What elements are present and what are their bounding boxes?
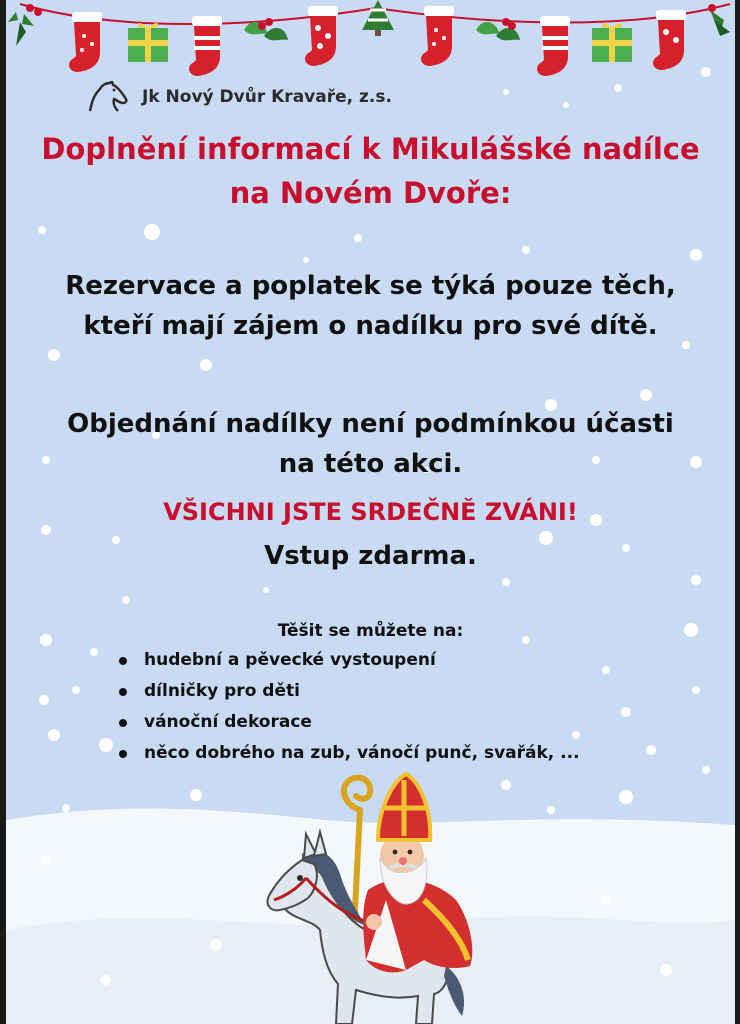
christmas-stocking-icon xyxy=(69,12,102,72)
holly-icon xyxy=(8,4,42,46)
order-text-line2: na této akci. xyxy=(278,449,463,479)
christmas-stocking-icon xyxy=(421,6,454,66)
christmas-tree-icon xyxy=(362,0,394,36)
holly-icon xyxy=(708,4,730,36)
reservation-text-line2: kteří mají zájem o nadílku pro své dítě. xyxy=(83,311,658,341)
poster-title-line2: na Novém Dvoře: xyxy=(229,176,512,210)
list-item: hudební a pěvecké vystoupení xyxy=(116,645,580,676)
christmas-stocking-icon xyxy=(653,10,686,70)
look-forward-heading: Těšit se můžete na: xyxy=(277,621,464,641)
christmas-poster xyxy=(6,0,735,1024)
list-item: něco dobrého na zub, vánočí punč, svařák, ... xyxy=(116,738,580,769)
christmas-stocking-icon xyxy=(189,16,222,76)
activities-list xyxy=(116,645,580,769)
horse-head-logo-icon xyxy=(86,81,128,113)
organization-name: Jk Nový Dvůr Kravaře, z.s. xyxy=(142,87,392,107)
reservation-text-line1: Rezervace a poplatek se týká pouze těch, xyxy=(65,271,676,301)
invitation-text: VŠICHNI JSTE SRDEČNĚ ZVÁNI! xyxy=(163,498,578,526)
right-frame-border xyxy=(735,0,740,1024)
poster-title-line1: Doplnění informací k Mikulášské nadílce xyxy=(41,132,700,166)
organization-header xyxy=(86,80,392,114)
order-text-line1: Objednání nadílky není podmínkou účasti xyxy=(67,409,674,439)
list-item: vánoční dekorace xyxy=(116,707,580,738)
gift-box-icon xyxy=(128,23,168,62)
saint-nicholas-on-horse-illustration xyxy=(256,770,496,1024)
list-item: dílničky pro děti xyxy=(116,676,580,707)
free-entry-text: Vstup zdarma. xyxy=(264,541,477,571)
christmas-stocking-icon xyxy=(537,16,570,76)
christmas-garland xyxy=(6,0,735,90)
gift-box-icon xyxy=(592,23,632,62)
christmas-stocking-icon xyxy=(305,6,338,66)
